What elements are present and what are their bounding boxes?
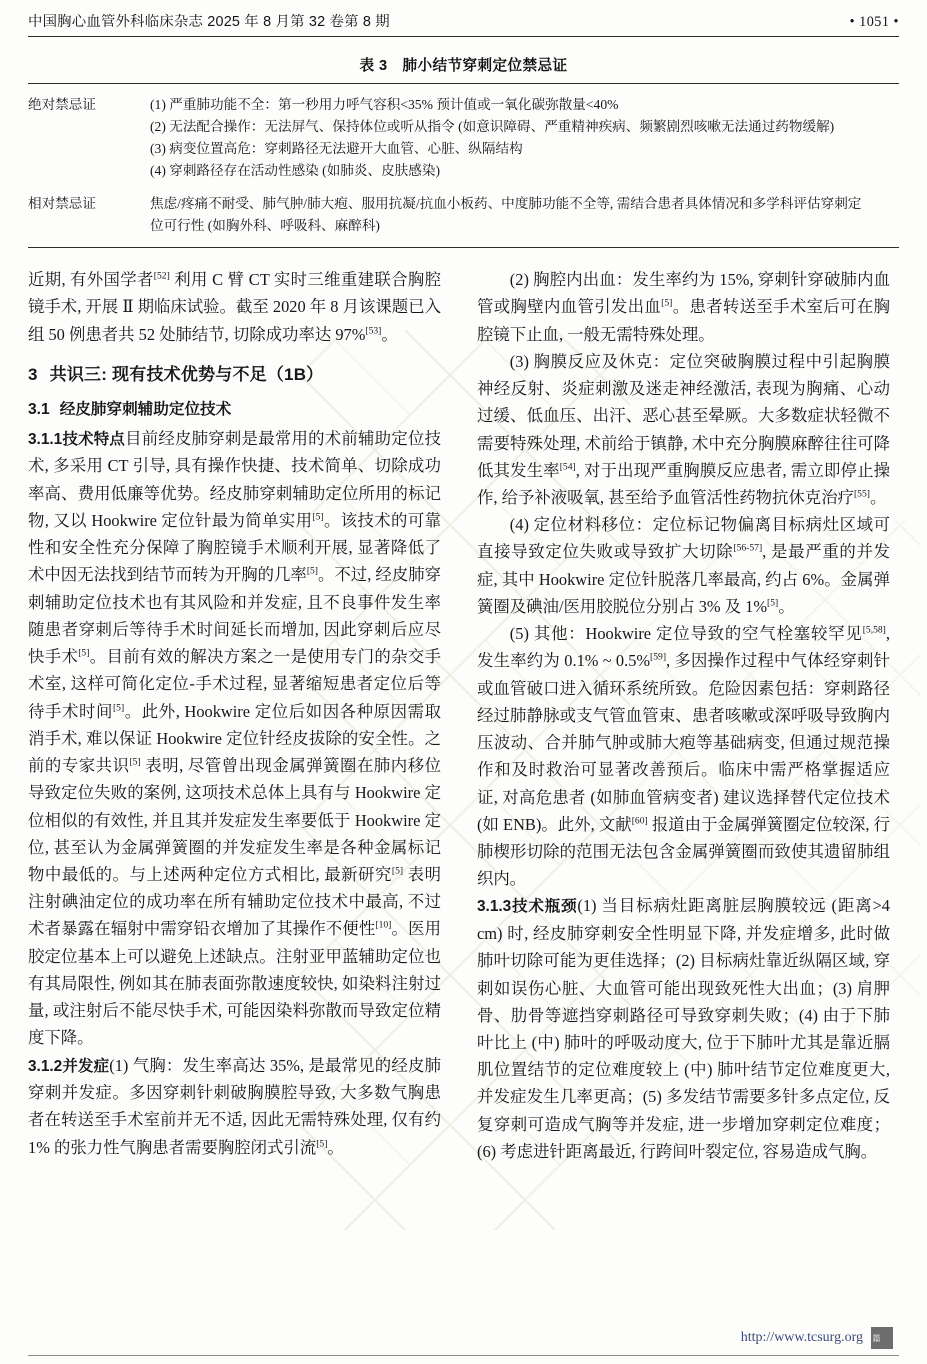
subsection-label: 并发症: [62, 1057, 110, 1075]
footer-row: [28, 1327, 899, 1349]
text-run: , 对于出现严重胸膜反应患者, 需立即停止操作, 给予补液吸氧, 甚至给予血管活性药物抗休克治疗: [477, 460, 891, 507]
paragraph-3-1-3: [477, 892, 890, 1165]
body-columns: [28, 266, 899, 1165]
text-run: 。: [778, 596, 795, 616]
page-footer: [0, 1327, 927, 1356]
contraindications-table: [28, 83, 899, 248]
reference-marker: [5]: [78, 647, 90, 659]
paragraph-complication-2: [477, 266, 890, 348]
reference-marker: [59]: [650, 651, 667, 663]
publisher-seal-icon: [871, 1327, 893, 1349]
row-body-relative: [150, 193, 899, 237]
table-row-gap: [28, 182, 899, 193]
text-run: , 发生率约为 0.1% ~ 0.5%: [477, 624, 890, 671]
subsection-number: 3.1.3: [477, 898, 512, 916]
subsection-number: 3.1.2: [28, 1057, 63, 1075]
text-run: 。: [381, 324, 398, 344]
reference-marker: [5]: [306, 565, 318, 577]
section-title: 经皮肺穿刺辅助定位技术: [59, 401, 232, 419]
reference-marker: [54]: [559, 461, 576, 473]
reference-marker: [5]: [767, 597, 779, 609]
subsection-number: 3.1.1: [28, 430, 63, 448]
row-label-relative: 相对禁忌证: [28, 196, 96, 212]
reference-marker: [5]: [391, 865, 404, 877]
text-run: 报道由于金属弹簧圈定位较深, 行肺楔形切除的范围无法包含金属弹簧圈而致使其遗留肺组织内。: [477, 814, 890, 889]
paragraph-intro: [28, 266, 441, 348]
text-run: 。: [869, 487, 887, 507]
paragraph-3-1-2: [28, 1052, 441, 1161]
reference-marker: [5]: [316, 1138, 328, 1150]
text-run: 。目前有效的解决方案之一是使用专门的杂交手术室, 这样可简化定位-手术过程, 显著缩短患者定位后等待手术时间: [28, 647, 442, 721]
text-run: 目前经皮肺穿刺是最常用的术前辅助定位技术, 多采用 CT 引导, 具有操作快捷、技术简单、切除成功率高、费用低廉等优势。经皮肺穿刺辅助定位所用的标记物, 又以 Hookwire 定位针最为简单实用: [28, 428, 441, 530]
text-run: (5) 其他：Hookwire 定位导致的空气栓塞较罕见: [509, 624, 863, 644]
text-run: , 是最严重的并发症, 其中 Hookwire 定位针脱落几率最高, 约占 6%。金属弹簧圈及碘油/医用胶脱位分别占 3% 及 1%: [477, 542, 890, 616]
table-line: 焦虑/疼痛不耐受、肺气肿/肺大疱、服用抗凝/抗血小板药、中度肺功能不全等, 需结合患者具体情况和多学科评估穿刺定: [150, 196, 862, 212]
footer-rule: [28, 1355, 899, 1356]
section-number: 3.1: [28, 401, 50, 419]
text-run: 。不过, 经皮肺穿刺辅助定位技术也有其风险和并发症, 且不良事件发生率随患者穿刺后等待手术时间延长而增加, 因此穿刺后应尽快手术: [28, 565, 442, 667]
table-line: (4) 穿刺路径存在活动性感染 (如肺炎、皮肤感染): [150, 163, 440, 179]
text-run: 表明, 尽管曾出现金属弹簧圈在肺内移位导致定位失败的案例, 这项技术总体上具有与 Hookwire 定位相似的有效性, 并且其并发症发生率要低于 Hookwire 定位, 甚至认为金属弹簧圈的并发症发生率是各种金属标记物中最低的。与上述两种定位方式相比, 最新研究: [28, 756, 442, 884]
text-run: 。: [327, 1137, 344, 1157]
table-row: [28, 94, 899, 182]
right-column: [477, 266, 890, 1165]
section-title: 共识三: 现有技术优势与不足（1B）: [49, 364, 324, 384]
text-run: 表明注射碘油定位的成功率在所有辅助定位技术中最高, 不过术者暴露在辐射中需穿铅衣增加了其操作不便性: [28, 864, 441, 939]
journal-title-line: 中国胸心血管外科临床杂志 2025 年 8 月第 32 卷第 8 期: [28, 14, 390, 30]
reference-marker: [60]: [631, 815, 648, 827]
subsection-label: 技术特点: [62, 430, 126, 448]
text-run: (3) 胸膜反应及休克：定位突破胸膜过程中引起胸膜神经反射、炎症刺激及迷走神经激活, 表现为胸痛、心动过缓、低血压、出汗、恶心甚至晕厥。大多数症状轻微不需要特殊处理, 术前给于镇静, 术中充分胸膜麻醉往往可降低其发生率: [477, 351, 890, 480]
text-run: 。此外, Hookwire 定位后如因各种原因需取消手术, 难以保证 Hookwire 定位针经皮拔除的安全性。之前的专家共识: [28, 701, 442, 776]
text-run: (4) 定位材料移位：定位标记物偏离目标病灶区域可直接导致定位失败或导致扩大切除: [477, 515, 890, 562]
reference-marker: [5]: [129, 756, 141, 768]
table-line: 位可行性 (如胸外科、呼吸科、麻醉科): [150, 218, 380, 234]
running-head-rule: [28, 36, 899, 37]
text-run: 利用 C 臂 CT 实时三维重建联合胸腔镜手术, 开展 Ⅱ 期临床试验。截至 2020 年 8 月该课题已入组 50 例患者共 52 处肺结节, 切除成功率达 97%: [28, 270, 441, 344]
paragraph-complication-4: [477, 511, 890, 620]
text-run: , 多因操作过程中气体经穿刺针或血管破口进入循环系统所致。危险因素包括：穿刺路径经过肺静脉或支气管血管束、患者咳嗽或深呼吸导致胸内压波动、合并肺气肿或肺大疱等基础病变, 但通过规范操作和及时救治可显著改善预后。临床中需严格掌握适应证, 对高危患者 (如肺血管病变者) 建议选择替代定位技术 (如 ENB)。此外, 文献: [477, 651, 890, 834]
journal-url-link[interactable]: http://www.tcsurg.org: [740, 1330, 863, 1345]
paragraph-3-1-1: [28, 425, 441, 1052]
section-heading-3-1: [28, 397, 441, 423]
reference-marker: [56-57]: [733, 542, 763, 554]
table-line: (2) 无法配合操作：无法屏气、保持体位或听从指令 (如意识障碍、严重精神疾病、频繁剧烈咳嗽无法通过药物缓解): [150, 119, 835, 135]
reference-marker: [5]: [312, 511, 324, 523]
text-run: 。医用胶定位基本上可以避免上述缺点。注射亚甲蓝辅助定位也有其局限性, 例如其在肺表面弥散速度较快, 如染料注射过量, 或注射后不能尽快手术, 可能因染料弥散而导致定位精度下降。: [28, 919, 442, 1048]
subsection-label: 技术瓶颈: [511, 898, 578, 916]
running-head: [28, 0, 899, 31]
text-run: (1) 当目标病灶距离脏层胸膜较远 (距离>4 cm) 时, 经皮肺穿刺安全性明显下降, 并发症增多, 此时做肺叶切除可能为更佳选择；(2) 目标病灶靠近纵隔区域, 穿刺如误伤心脏、大血管可能出现致死性大出血；(3) 肩胛骨、肋骨等遮挡穿刺路径可导致穿刺失败；(4) 由于下肺叶比上 (中) 肺叶的呼吸动度大, 位于下肺叶尤其是靠近膈肌位置结节的定位难度较上 (中) 肺叶结节定位难度更大, 并发症发生几率更高；(5) 多发结节需要多针多点定位, 反复穿刺可造成气胸等并发症, 进一步增加穿刺定位难度；(6) 考虑进针距离最近, 行跨间叶裂定位, 容易造成气胸。: [477, 896, 890, 1161]
table-line: (1) 严重肺功能不全：第一秒用力呼气容积<35% 预计值或一氧化碳弥散量<40%: [150, 97, 619, 112]
reference-marker: [10]: [375, 919, 392, 931]
text-run: 近期, 有外国学者: [28, 270, 154, 290]
table-line: (3) 病变位置高危：穿刺路径无法避开大血管、心脏、纵隔结构: [150, 141, 523, 157]
text-run: 。该技术的可靠性和安全性充分保障了胸腔镜手术顺利开展, 显著降低了术中因无法找到结节而转为开胸的几率: [28, 510, 442, 585]
section-number: 3: [28, 364, 38, 384]
seal-glyph: 篇: [872, 1333, 881, 1343]
table-3: [28, 54, 899, 248]
paragraph-complication-3: [477, 348, 890, 511]
table-rule-top-row: [28, 84, 899, 95]
page-folio: • 1051 •: [849, 14, 899, 30]
section-heading-3: [28, 361, 441, 389]
table-row: [28, 193, 899, 237]
reference-marker: [5,58]: [862, 624, 886, 636]
left-column: [28, 266, 441, 1165]
paragraph-complication-5: [477, 620, 890, 892]
reference-marker: [5]: [112, 702, 125, 714]
text-run: 。患者转送至手术室后可在胸腔镜下止血, 一般无需特殊处理。: [477, 297, 891, 344]
reference-marker: [52]: [153, 270, 170, 282]
row-label-absolute: 绝对禁忌证: [28, 97, 96, 112]
table-rule-bottom-row: [28, 237, 899, 248]
table-caption: 表 3 肺小结节穿刺定位禁忌证: [359, 58, 568, 74]
reference-marker: [53]: [365, 325, 382, 337]
row-body-absolute: [150, 94, 899, 182]
reference-marker: [55]: [853, 488, 870, 500]
text-run: (2) 胸腔内出血：发生率约为 15%, 穿刺针穿破肺内血管或胸壁内血管引发出血: [477, 270, 890, 317]
reference-marker: [5]: [661, 297, 673, 309]
text-run: (1) 气胸：发生率高达 35%, 是最常见的经皮肺穿刺并发症。多因穿刺针刺破胸膜腔导致, 大多数气胸患者在转送至手术室前并无不适, 因此无需特殊处理, 仅有约 1% 的张力性气胸患者需要胸腔闭式引流: [28, 1055, 441, 1157]
